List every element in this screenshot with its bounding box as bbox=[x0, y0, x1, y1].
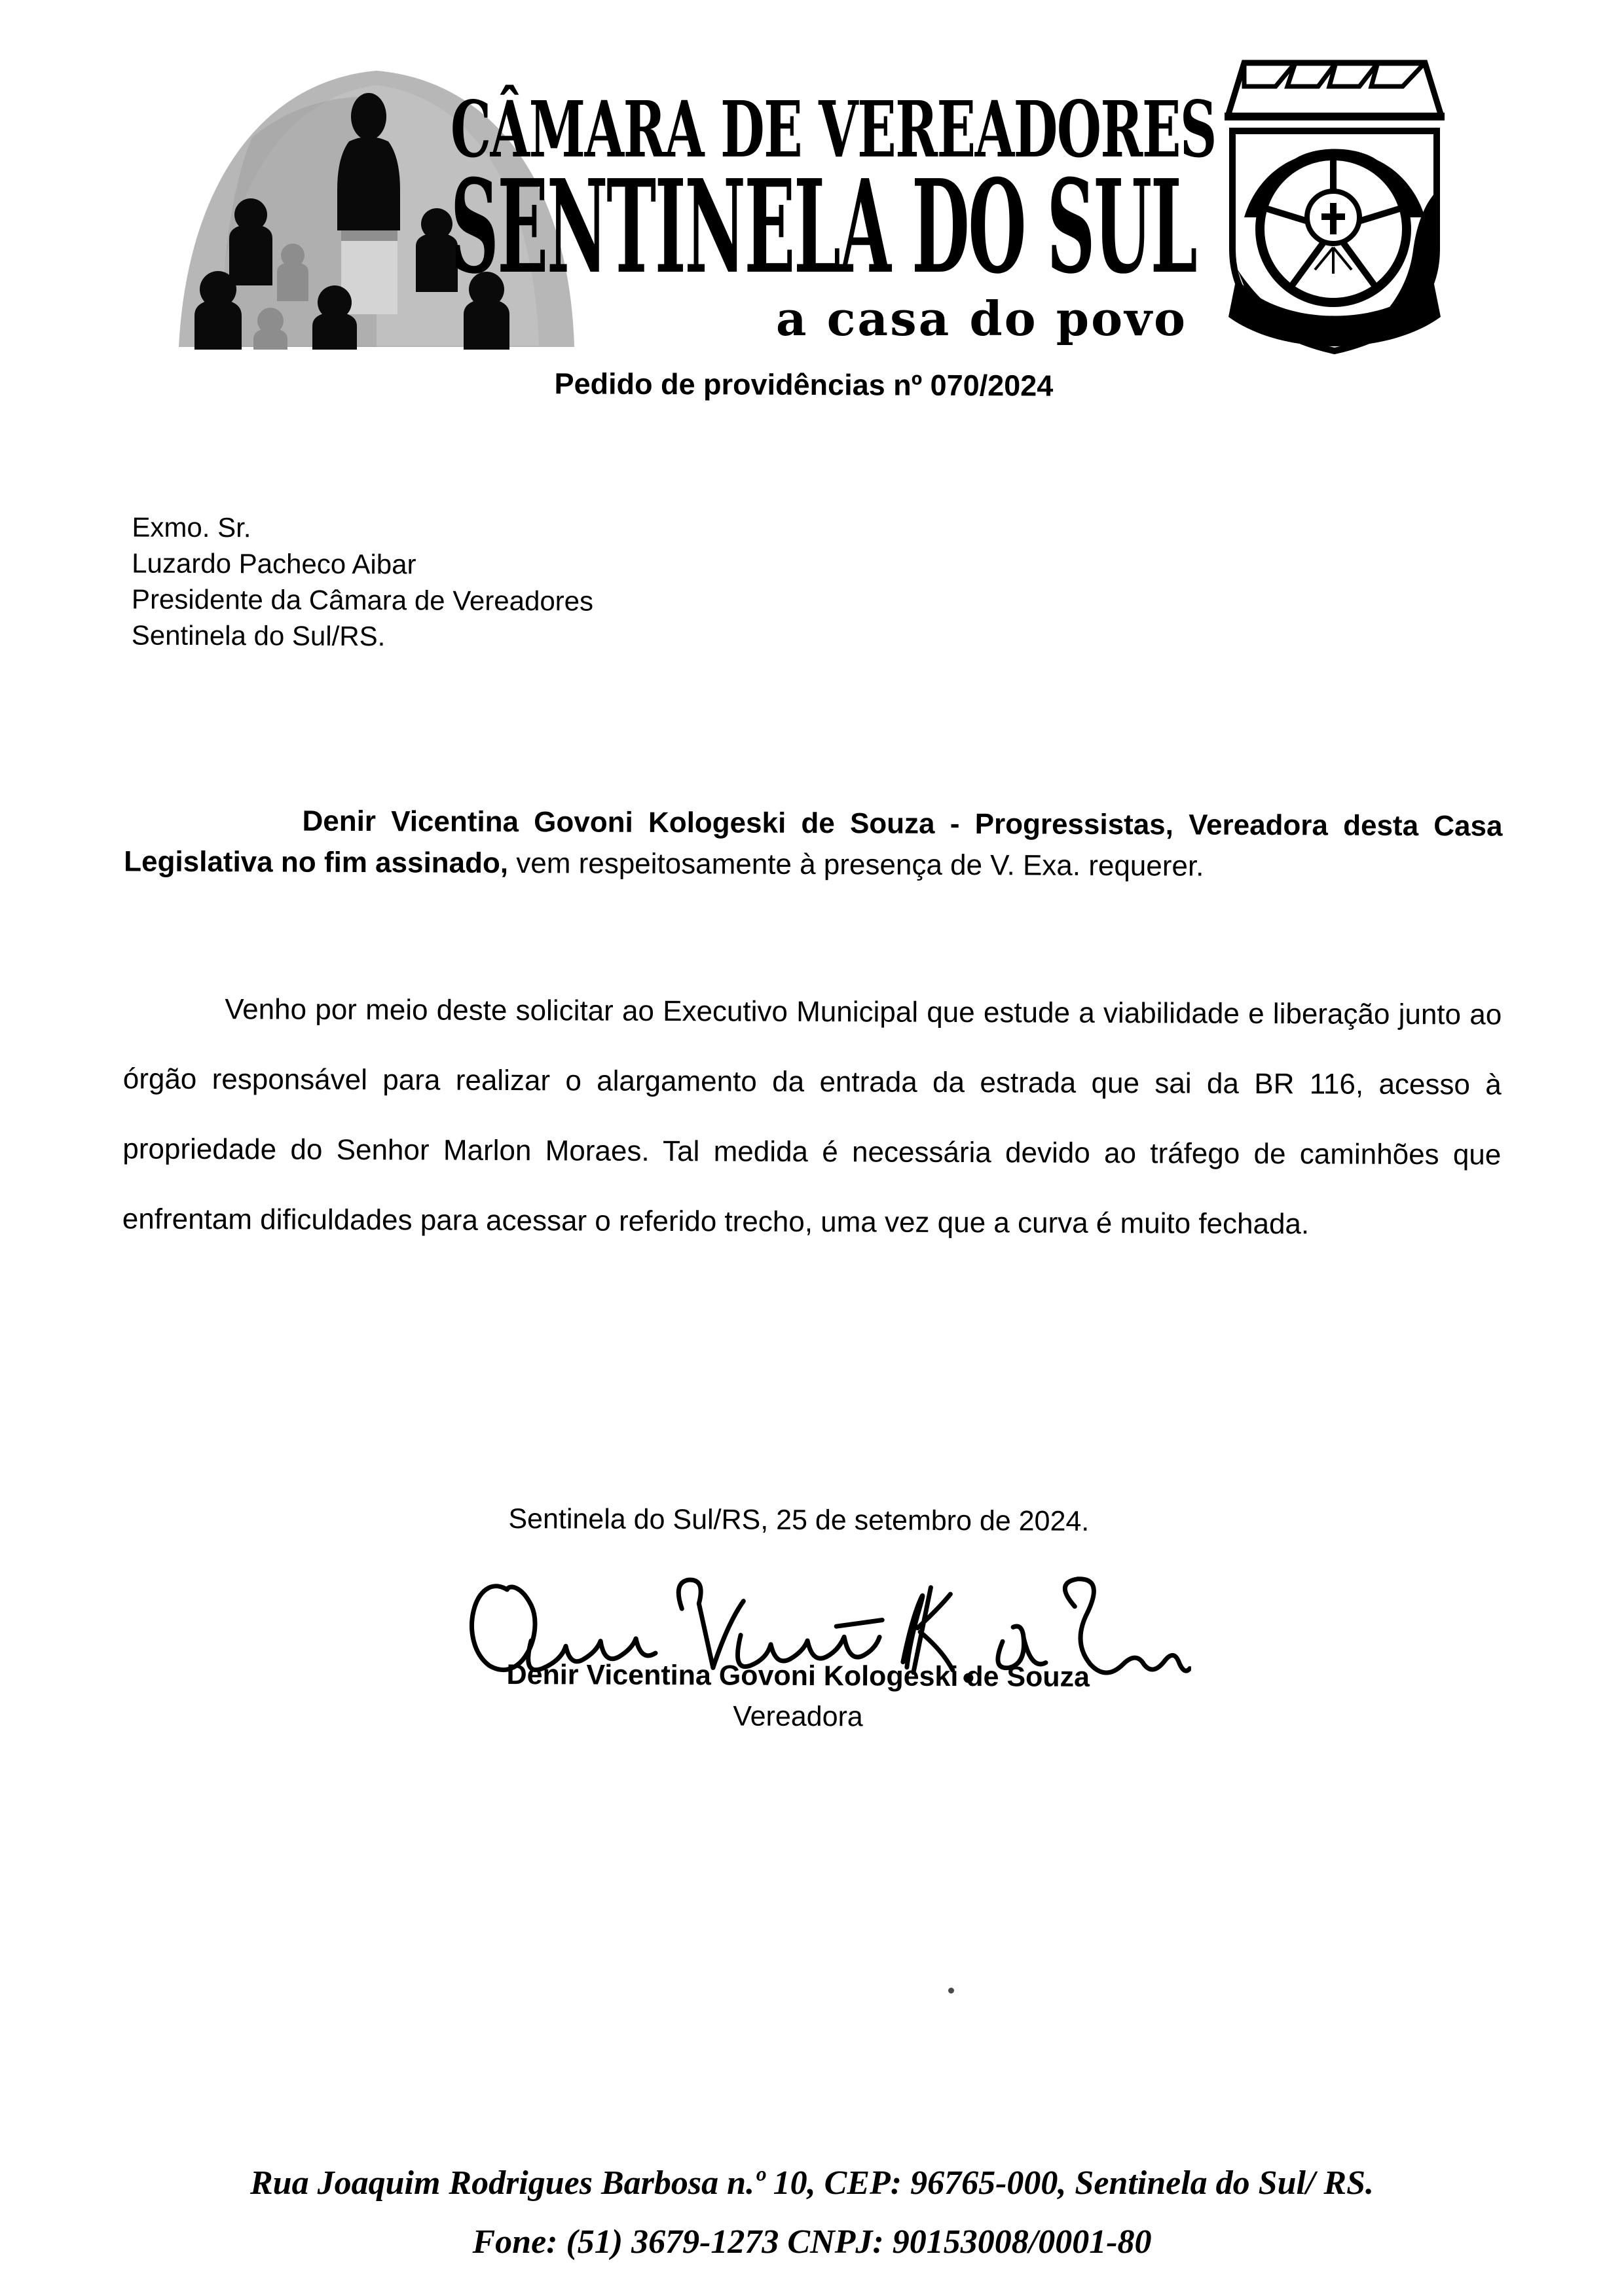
addressee-title: Presidente da Câmara de Vereadores bbox=[131, 583, 594, 617]
requester-paragraph-regular: vem respeitosamente à presença de V. Exa. requerer. bbox=[507, 847, 1204, 883]
document-subject: Pedido de providências nº 070/2024 bbox=[554, 367, 1054, 403]
org-name-line2: SENTINELA DO SUL bbox=[451, 152, 1196, 302]
letterhead-footer bbox=[0, 2154, 1624, 2272]
dateline: Sentinela do Sul/RS, 25 de setembro de 2024. bbox=[508, 1503, 1090, 1537]
signer-name: Denir Vicentina Govoni Kologeski de Souza bbox=[506, 1658, 1090, 1693]
scan-artifact-dot bbox=[948, 1988, 954, 1994]
requester-paragraph bbox=[124, 799, 1503, 888]
addressee-city: Sentinela do Sul/RS. bbox=[131, 619, 386, 652]
org-name-line1: CÂMARA DE VEREADORES bbox=[451, 84, 1216, 175]
addressee-block bbox=[132, 509, 594, 655]
request-paragraph: Venho por meio deste solicitar ao Executivo Municipal que estude a viabilidade e liberação junto ao órgão responsável para realizar o alargamento da entrada da estrada que sai da BR 116, acesso à propriedade do Senhor Marlon Moraes. Tal medida é necessária devido ao tráfego de caminhões que enfrentam dificuldades para acessar o referido trecho, uma vez que a curva é muito fechada. bbox=[122, 993, 1502, 1241]
footer-phone-cnpj: Fone: (51) 3679-1273 CNPJ: 90153008/0001-80 bbox=[472, 2223, 1152, 2261]
addressee-salutation: Exmo. Sr. bbox=[132, 511, 251, 543]
requester-paragraph-bold: Denir Vicentina Govoni Kologeski de Souza - Progressistas, Vereadora desta Casa Legislativa no fim assinado, bbox=[124, 805, 1503, 879]
addressee-name: Luzardo Pacheco Aibar bbox=[132, 547, 416, 580]
org-tagline: a casa do povo bbox=[775, 291, 1187, 346]
signer-role: Vereadora bbox=[733, 1700, 863, 1733]
footer-address: Rua Joaquim Rodrigues Barbosa n.º 10, CEP: 96765-000, Sentinela do Sul/ RS. bbox=[249, 2164, 1375, 2202]
